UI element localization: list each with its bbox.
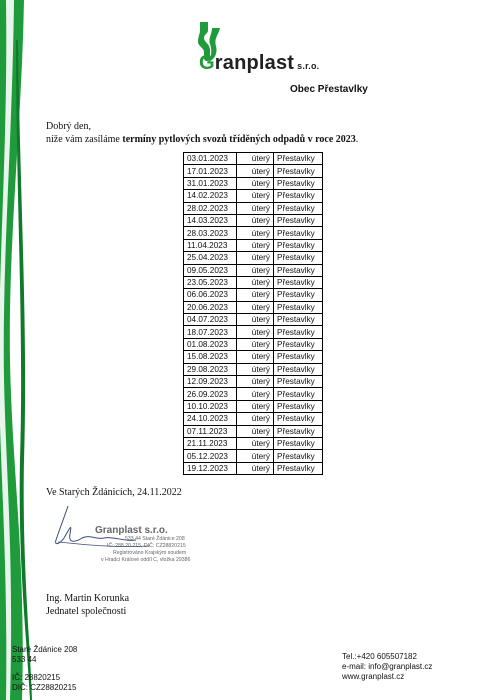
schedule-place: Přestavlky (274, 425, 323, 437)
company-stamp (95, 525, 225, 564)
intro-line (46, 133, 358, 146)
schedule-day: úterý (237, 202, 274, 214)
address-line: 533 44 (12, 655, 37, 664)
schedule-date: 29.08.2023 (184, 363, 237, 375)
company-logo-text (199, 52, 319, 75)
company-ic: IČ: 28820215 (12, 673, 61, 682)
table-row (184, 400, 323, 412)
table-row (184, 202, 323, 214)
schedule-day: úterý (237, 462, 274, 474)
schedule-day: úterý (237, 227, 274, 239)
signer-role: Jednatel společnosti (46, 606, 127, 617)
schedule-date: 10.10.2023 (184, 400, 237, 412)
intro-suffix: . (355, 134, 359, 145)
footer-company-ids (12, 673, 76, 693)
table-row (184, 314, 323, 326)
schedule-day: úterý (237, 400, 274, 412)
schedule-day: úterý (237, 252, 274, 264)
stamp-line: IČ: 288 20 215, DIČ: CZ28820215 (107, 543, 186, 549)
schedule-place: Přestavlky (274, 153, 323, 165)
table-row (184, 264, 323, 276)
schedule-date: 09.05.2023 (184, 264, 237, 276)
schedule-place: Přestavlky (274, 326, 323, 338)
schedule-date: 19.12.2023 (184, 462, 237, 474)
schedule-day: úterý (237, 165, 274, 177)
schedule-day: úterý (237, 190, 274, 202)
schedule-place: Přestavlky (274, 450, 323, 462)
footer-contact (342, 652, 432, 682)
intro-bold: termíny pytlových svozů tříděných odpadů v roce 2023 (122, 134, 356, 145)
schedule-place: Přestavlky (274, 301, 323, 313)
schedule-day: úterý (237, 214, 274, 226)
schedule-place: Přestavlky (274, 388, 323, 400)
table-row (184, 425, 323, 437)
schedule-day: úterý (237, 239, 274, 251)
greeting-block (46, 120, 358, 146)
table-row (184, 289, 323, 301)
table-row (184, 153, 323, 165)
stamp-company-name: Granplast s.r.o. (95, 525, 168, 536)
schedule-place: Přestavlky (274, 276, 323, 288)
schedule-place: Přestavlky (274, 400, 323, 412)
schedule-day: úterý (237, 326, 274, 338)
table-row (184, 190, 323, 202)
schedule-day: úterý (237, 388, 274, 400)
logo-suffix: s.r.o. (297, 61, 320, 71)
schedule-date: 12.09.2023 (184, 376, 237, 388)
schedule-date: 15.08.2023 (184, 351, 237, 363)
schedule-date: 28.02.2023 (184, 202, 237, 214)
schedule-date: 24.10.2023 (184, 413, 237, 425)
schedule-place: Přestavlky (274, 413, 323, 425)
schedule-place: Přestavlky (274, 214, 323, 226)
schedule-day: úterý (237, 363, 274, 375)
schedule-place: Přestavlky (274, 462, 323, 474)
schedule-place: Přestavlky (274, 202, 323, 214)
address-line: Staré Ždánice 208 (12, 645, 78, 654)
schedule-day: úterý (237, 301, 274, 313)
contact-email: e-mail: info@granplast.cz (342, 662, 433, 671)
schedule-date: 11.04.2023 (184, 239, 237, 251)
schedule-place: Přestavlky (274, 376, 323, 388)
schedule-day: úterý (237, 314, 274, 326)
schedule-day: úterý (237, 276, 274, 288)
logo-name-rest: ranplast (214, 52, 295, 74)
schedule-day: úterý (237, 413, 274, 425)
contact-web: www.granplast.cz (342, 672, 405, 681)
table-row (184, 450, 323, 462)
schedule-place: Přestavlky (274, 363, 323, 375)
schedule-place: Přestavlky (274, 338, 323, 350)
table-row (184, 351, 323, 363)
schedule-day: úterý (237, 264, 274, 276)
logo-initial: G (199, 52, 215, 74)
schedule-date: 17.01.2023 (184, 165, 237, 177)
table-row (184, 165, 323, 177)
table-row (184, 413, 323, 425)
schedule-place: Přestavlky (274, 227, 323, 239)
table-row (184, 462, 323, 474)
table-row (184, 338, 323, 350)
table-row (184, 177, 323, 189)
stamp-line: 533 44 Staré Ždánice 208 (125, 536, 185, 542)
signer-name: Ing. Martin Korunka (46, 593, 130, 604)
schedule-place: Přestavlky (274, 351, 323, 363)
schedule-date: 03.01.2023 (184, 153, 237, 165)
table-row (184, 239, 323, 251)
schedule-place: Přestavlky (274, 437, 323, 449)
schedule-date: 31.01.2023 (184, 177, 237, 189)
schedule-date: 14.02.2023 (184, 190, 237, 202)
schedule-date: 18.07.2023 (184, 326, 237, 338)
company-dic: DIČ: CZ28820215 (12, 683, 77, 692)
schedule-date: 07.11.2023 (184, 425, 237, 437)
schedule-date: 25.04.2023 (184, 252, 237, 264)
schedule-place: Přestavlky (274, 289, 323, 301)
green-side-band-decoration (0, 0, 32, 700)
schedule-day: úterý (237, 450, 274, 462)
schedule-date: 21.11.2023 (184, 437, 237, 449)
table-row (184, 388, 323, 400)
schedule-date: 01.08.2023 (184, 338, 237, 350)
contact-phone: Tel.:+420 605507182 (342, 652, 417, 661)
collection-schedule-table (183, 152, 323, 475)
schedule-day: úterý (237, 351, 274, 363)
schedule-date: 04.07.2023 (184, 314, 237, 326)
schedule-day: úterý (237, 425, 274, 437)
greeting-line: Dobrý den, (46, 121, 91, 132)
stamp-line: v Hradci Králové oddíl C, vložka 29386 (101, 557, 191, 563)
table-row (184, 301, 323, 313)
schedule-place: Přestavlky (274, 165, 323, 177)
footer-address (12, 645, 77, 665)
schedule-date: 23.05.2023 (184, 276, 237, 288)
place-and-date: Ve Starých Ždánicích, 24.11.2022 (46, 487, 182, 498)
table-row (184, 437, 323, 449)
schedule-date: 20.06.2023 (184, 301, 237, 313)
table-row (184, 252, 323, 264)
table-row (184, 363, 323, 375)
schedule-body (184, 153, 323, 475)
schedule-day: úterý (237, 376, 274, 388)
schedule-date: 28.03.2023 (184, 227, 237, 239)
schedule-day: úterý (237, 289, 274, 301)
stamp-line: Registrováno Krajským soudem (113, 550, 187, 556)
schedule-place: Přestavlky (274, 190, 323, 202)
table-row (184, 376, 323, 388)
schedule-day: úterý (237, 338, 274, 350)
table-row (184, 214, 323, 226)
schedule-place: Přestavlky (274, 264, 323, 276)
schedule-day: úterý (237, 437, 274, 449)
schedule-date: 06.06.2023 (184, 289, 237, 301)
schedule-day: úterý (237, 153, 274, 165)
table-row (184, 276, 323, 288)
schedule-place: Přestavlky (274, 252, 323, 264)
schedule-place: Přestavlky (274, 177, 323, 189)
schedule-date: 14.03.2023 (184, 214, 237, 226)
schedule-date: 26.09.2023 (184, 388, 237, 400)
schedule-place: Přestavlky (274, 314, 323, 326)
schedule-day: úterý (237, 177, 274, 189)
table-row (184, 227, 323, 239)
schedule-place: Přestavlky (274, 239, 323, 251)
recipient-name: Obec Přestavlky (290, 84, 368, 95)
schedule-date: 05.12.2023 (184, 450, 237, 462)
signer-block (46, 592, 129, 618)
table-row (184, 326, 323, 338)
intro-prefix: níže vám zasíláme (46, 134, 123, 145)
